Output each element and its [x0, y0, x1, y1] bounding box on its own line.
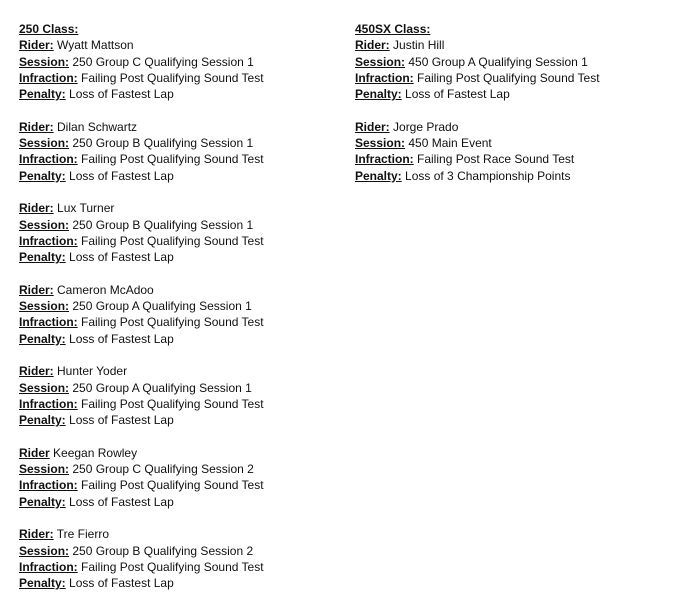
session-label: Session: [19, 299, 70, 314]
penalty-label: Penalty: [19, 576, 66, 591]
session-line [355, 135, 600, 151]
session-line [19, 380, 264, 396]
session-label: Session: [355, 136, 406, 151]
penalty-value: Loss of Fastest Lap [405, 87, 510, 102]
infraction-line [19, 477, 264, 493]
penalty-value: Loss of Fastest Lap [69, 168, 174, 183]
session-line [355, 54, 600, 70]
session-value: 250 Group B Qualifying Session 1 [72, 136, 254, 151]
session-line [19, 217, 264, 233]
rider-name: Cameron McAdoo [57, 282, 154, 297]
infraction-line [19, 559, 264, 575]
infraction-line [19, 70, 264, 86]
penalty-line [19, 575, 264, 591]
rider-label: Rider: [19, 38, 54, 53]
infraction-value: Failing Post Race Sound Test [417, 152, 575, 167]
rider-line [355, 37, 600, 53]
infraction-label: Infraction: [19, 233, 78, 248]
rider-name: Wyatt Mattson [57, 38, 134, 53]
infraction-label: Infraction: [19, 70, 78, 85]
rider-label: Rider: [355, 119, 390, 134]
rider-line [19, 119, 264, 135]
rider-name: Dilan Schwartz [57, 119, 138, 134]
penalty-line [19, 249, 264, 265]
penalty-value: Loss of Fastest Lap [69, 331, 174, 346]
infraction-label: Infraction: [19, 152, 78, 167]
infraction-line [19, 396, 264, 412]
infraction-label: Infraction: [19, 396, 78, 411]
penalty-line [355, 86, 600, 102]
rider-name: Tre Fierro [56, 527, 110, 542]
session-label: Session: [19, 217, 70, 232]
penalty-line [355, 168, 600, 184]
rider-line [355, 119, 600, 135]
penalty-label: Penalty: [19, 87, 66, 102]
penalty-value: Loss of Fastest Lap [69, 413, 174, 428]
rider-name: Lux Turner [57, 201, 115, 216]
session-line [19, 298, 264, 314]
penalty-value: Loss of Fastest Lap [69, 576, 174, 591]
infraction-label: Infraction: [355, 70, 414, 85]
session-line [19, 135, 264, 151]
rider-line [19, 526, 264, 542]
penalty-entry [19, 200, 264, 265]
session-label: Session: [19, 543, 70, 558]
penalty-entry [19, 363, 264, 428]
class-450sx-column [355, 21, 600, 200]
infraction-value: Failing Post Qualifying Sound Test [417, 70, 600, 85]
infraction-value: Failing Post Qualifying Sound Test [81, 70, 264, 85]
infraction-value: Failing Post Qualifying Sound Test [81, 152, 264, 167]
penalty-entry [355, 37, 600, 102]
session-value: 250 Group C Qualifying Session 1 [72, 54, 254, 69]
infraction-value: Failing Post Qualifying Sound Test [81, 396, 264, 411]
infraction-value: Failing Post Qualifying Sound Test [81, 233, 264, 248]
rider-name: Hunter Yoder [57, 364, 128, 379]
session-value: 250 Group B Qualifying Session 1 [72, 217, 254, 232]
penalty-value: Loss of Fastest Lap [69, 250, 174, 265]
session-line [19, 543, 264, 559]
rider-label: Rider [19, 445, 50, 460]
rider-name: Keegan Rowley [53, 445, 138, 460]
rider-name: Justin Hill [393, 38, 445, 53]
infraction-line [19, 151, 264, 167]
penalty-entry [19, 119, 264, 184]
session-label: Session: [355, 54, 406, 69]
class-450sx-heading: 450SX Class: [355, 22, 431, 36]
rider-name: Jorge Prado [393, 119, 459, 134]
session-label: Session: [19, 380, 70, 395]
penalty-label: Penalty: [19, 250, 66, 265]
rider-line [19, 200, 264, 216]
rider-label: Rider: [19, 282, 54, 297]
infraction-line [355, 151, 600, 167]
infraction-line [19, 233, 264, 249]
penalty-label: Penalty: [19, 331, 66, 346]
session-label: Session: [19, 462, 70, 477]
rider-label: Rider: [19, 527, 54, 542]
penalty-entry [19, 445, 264, 510]
penalty-entry [19, 526, 264, 591]
penalty-value: Loss of Fastest Lap [69, 87, 174, 102]
session-value: 250 Group B Qualifying Session 2 [72, 543, 254, 558]
rider-line [19, 363, 264, 379]
penalty-value: Loss of Fastest Lap [69, 494, 174, 509]
infraction-label: Infraction: [19, 315, 78, 330]
rider-line [19, 282, 264, 298]
penalty-label: Penalty: [19, 168, 66, 183]
penalty-entry [355, 119, 600, 184]
session-line [19, 54, 264, 70]
session-value: 250 Group A Qualifying Session 1 [72, 380, 252, 395]
penalty-line [19, 331, 264, 347]
class-250-heading: 250 Class: [19, 22, 79, 36]
session-value: 450 Group A Qualifying Session 1 [408, 54, 588, 69]
class-250-column [19, 21, 264, 608]
penalty-label: Penalty: [355, 87, 402, 102]
infraction-line [19, 314, 264, 330]
infraction-label: Infraction: [19, 559, 78, 574]
rider-label: Rider: [355, 38, 390, 53]
rider-label: Rider: [19, 119, 54, 134]
session-value: 250 Group C Qualifying Session 2 [72, 462, 254, 477]
penalty-entry [19, 37, 264, 102]
penalty-line [19, 494, 264, 510]
penalty-line [19, 412, 264, 428]
penalty-entry [19, 282, 264, 347]
rider-label: Rider: [19, 201, 54, 216]
session-line [19, 461, 264, 477]
infraction-label: Infraction: [19, 478, 78, 493]
session-value: 250 Group A Qualifying Session 1 [72, 299, 252, 314]
penalty-label: Penalty: [355, 168, 402, 183]
penalty-line [19, 168, 264, 184]
session-label: Session: [19, 54, 70, 69]
penalty-label: Penalty: [19, 494, 66, 509]
infraction-value: Failing Post Qualifying Sound Test [81, 315, 264, 330]
session-label: Session: [19, 136, 70, 151]
infraction-value: Failing Post Qualifying Sound Test [81, 478, 264, 493]
penalty-label: Penalty: [19, 413, 66, 428]
infraction-label: Infraction: [355, 152, 414, 167]
penalty-line [19, 86, 264, 102]
rider-line [19, 445, 264, 461]
rider-label: Rider: [19, 364, 54, 379]
rider-line [19, 37, 264, 53]
session-value: 450 Main Event [408, 136, 492, 151]
penalty-value: Loss of 3 Championship Points [405, 168, 571, 183]
infraction-value: Failing Post Qualifying Sound Test [81, 559, 264, 574]
infraction-line [355, 70, 600, 86]
